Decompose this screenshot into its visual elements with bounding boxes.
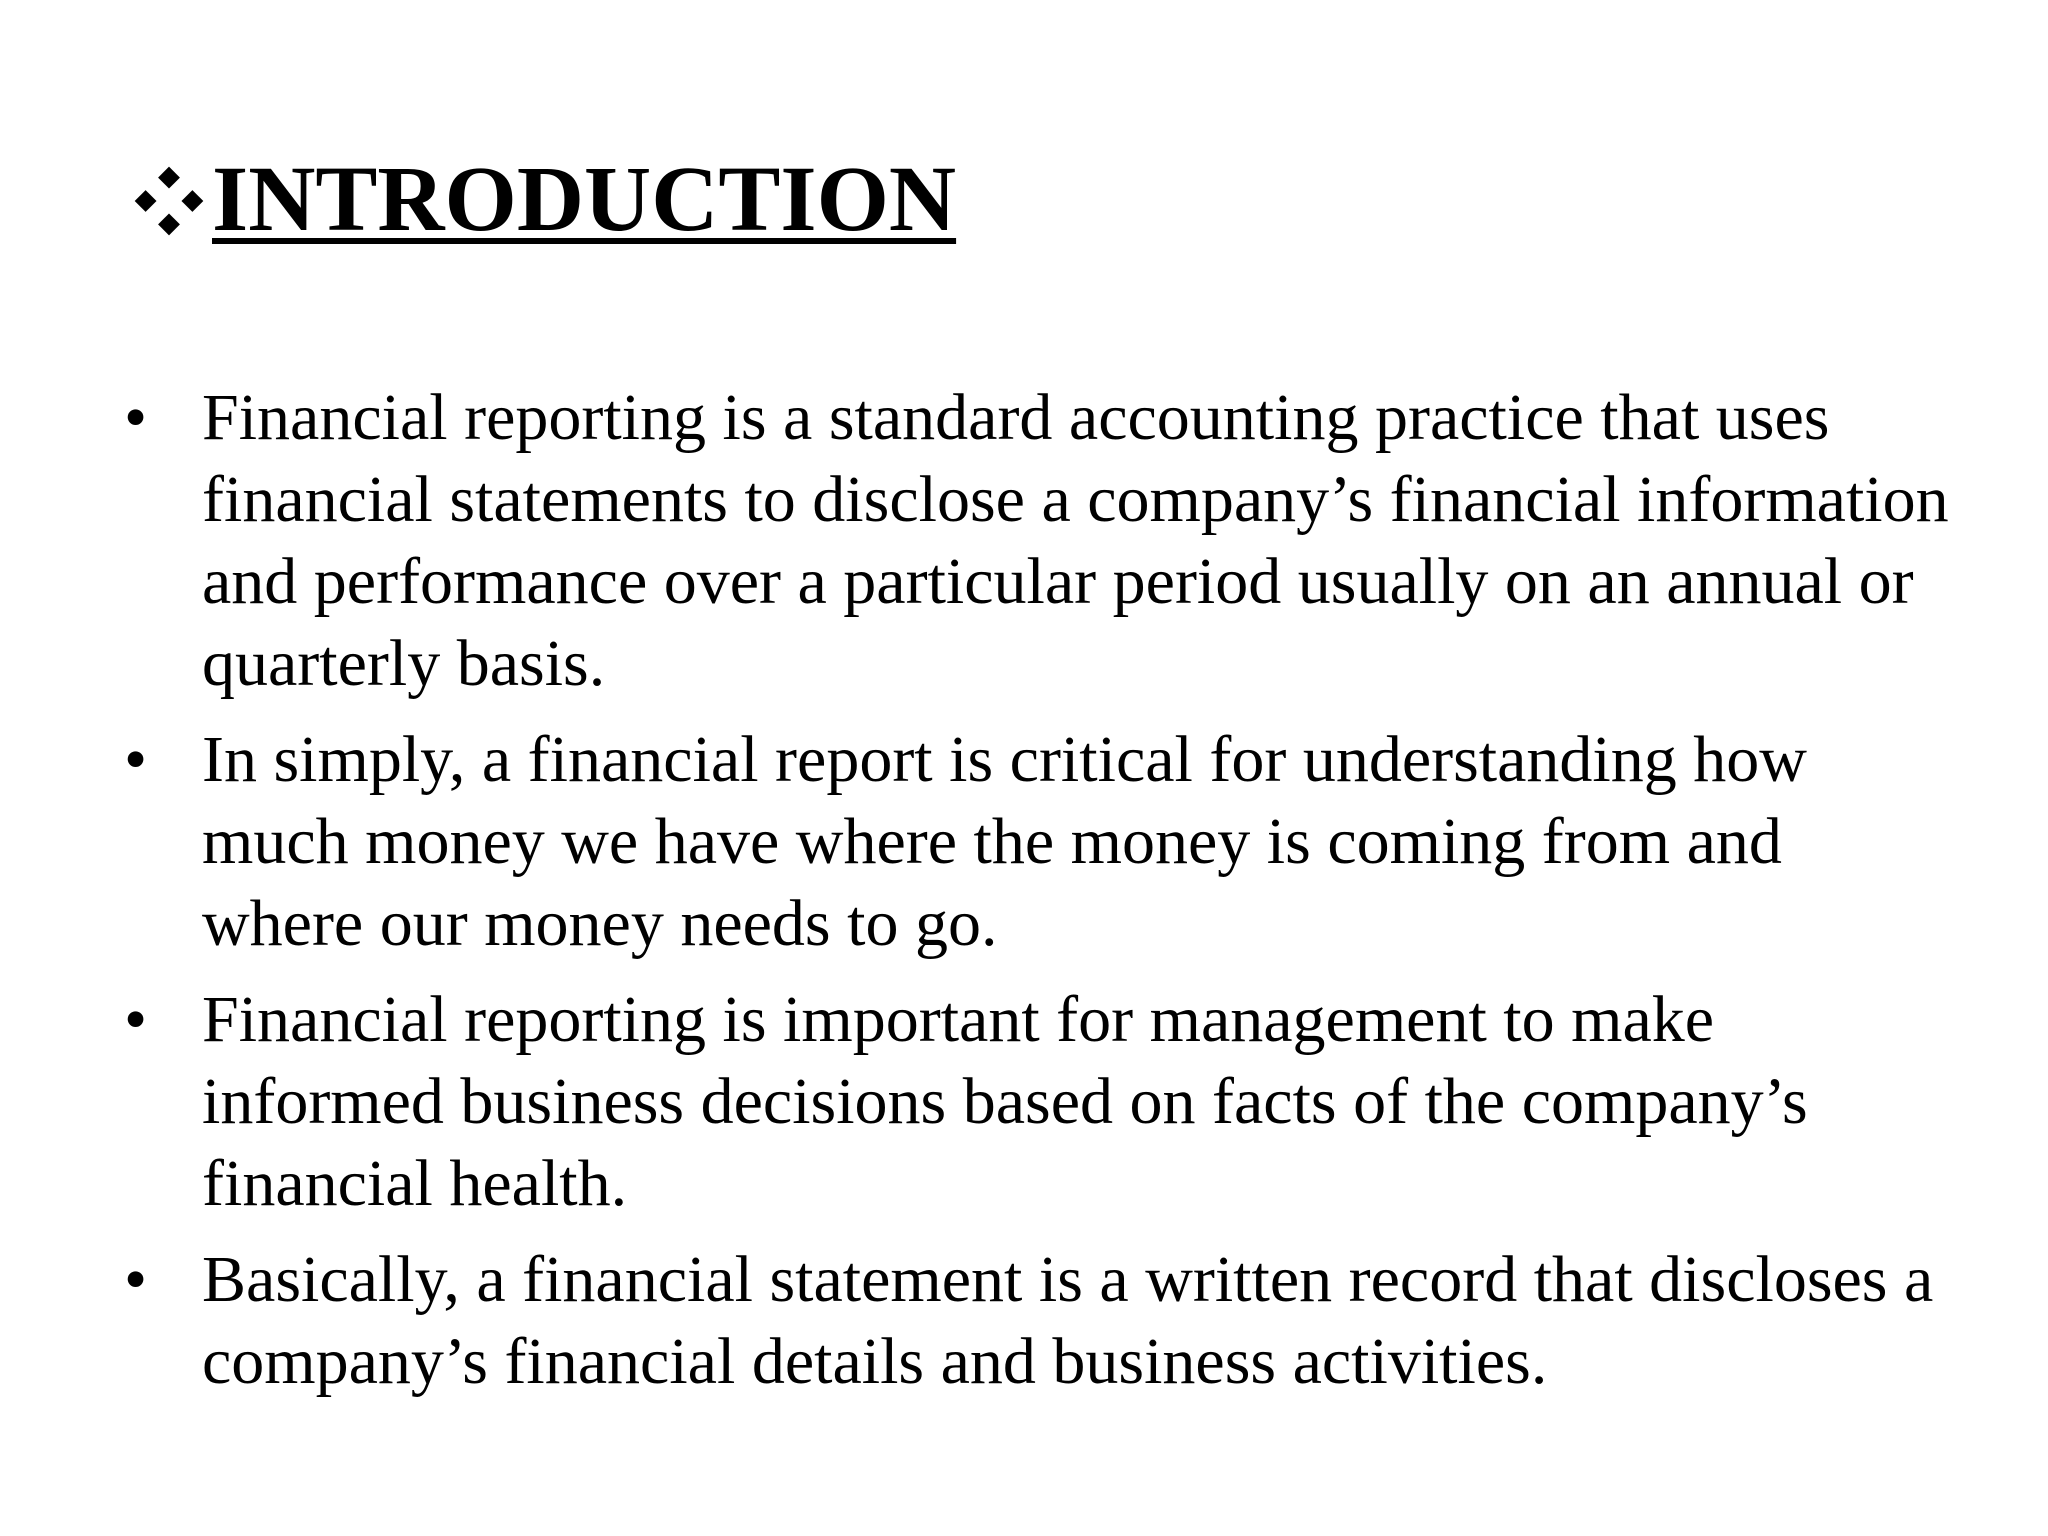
bullet-dot-icon: • (124, 381, 148, 454)
bullet-item (120, 979, 1950, 1225)
bullet-text: Basically, a financial statement is a written record that discloses a company’s financial details and business activities. (202, 1243, 1934, 1398)
bullet-text: In simply, a financial report is critical for understanding how much money we have where the money is coming from and where our money needs to go. (202, 723, 1807, 960)
bullet-dot-icon: • (124, 1243, 148, 1316)
bullet-item (120, 377, 1950, 705)
bullet-dot-icon: • (124, 723, 148, 796)
slide-title: INTRODUCTION (212, 148, 957, 251)
bullet-dot-icon: • (124, 983, 148, 1056)
bullet-item (120, 719, 1950, 965)
bullet-list (120, 377, 1950, 1417)
bullet-text: Financial reporting is important for management to make informed business decisions based on facts of the company’s financial health. (202, 983, 1808, 1220)
bullet-item (120, 1239, 1950, 1403)
four-diamond-bullet-icon (130, 162, 208, 240)
title-row (130, 145, 956, 255)
bullet-text: Financial reporting is a standard accounting practice that uses financial statements to disclose a company’s financial information and performance over a particular period usually on an annual or quarterly basis. (202, 381, 1949, 700)
